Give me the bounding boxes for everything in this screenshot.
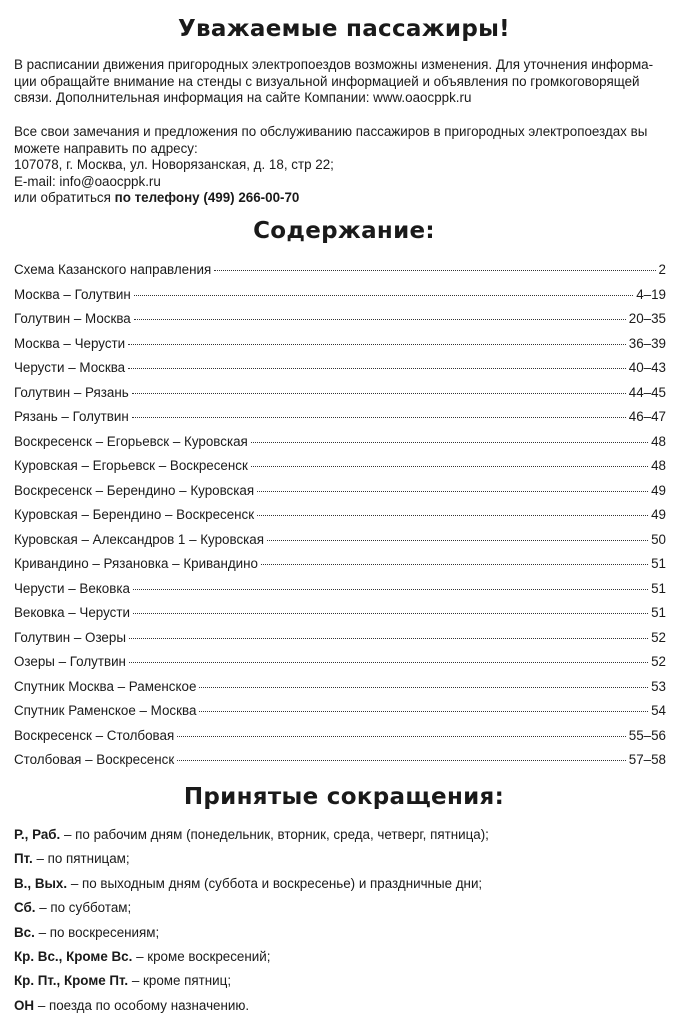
abbreviation-item (14, 899, 674, 923)
toc-item (14, 728, 666, 753)
toc-item-title: Голутвин – Озеры (14, 629, 126, 645)
abbreviations-title: Принятые сокращения: (183, 784, 505, 810)
abbreviation-item (14, 850, 674, 874)
toc-item-title: Спутник Раменское – Москва (14, 703, 197, 718)
toc-leader-dots (214, 270, 655, 271)
toc-item-title: Куровская – Александров 1 – Куровская (14, 531, 265, 547)
toc-item-title: Куровская – Берендино – Воскресенск (14, 507, 255, 522)
toc-item-title: Вековка – Черусти (14, 605, 130, 620)
toc-item (14, 703, 666, 728)
toc-item-page: 52 (651, 654, 666, 669)
abbreviation-term: Р., Раб. (14, 827, 61, 842)
abbreviation-item (14, 826, 674, 850)
toc-leader-dots (261, 564, 648, 565)
toc-item (14, 311, 666, 336)
toc-item (14, 630, 666, 655)
toc-leader-dots (128, 368, 626, 369)
abbreviation-definition: – по выходным дням (суббота и воскресенье) и праздничные дни; (67, 875, 483, 891)
toc-leader-dots (132, 417, 626, 418)
toc-item (14, 507, 666, 532)
toc-item-page: 2 (658, 262, 666, 277)
toc-item-title: Воскресенск – Егорьевск – Куровская (14, 433, 248, 449)
toc-item-title: Москва – Черусти (14, 335, 126, 351)
abbreviation-definition: – по рабочим дням (понедельник, вторник, среда, четверг, пятница); (60, 827, 489, 842)
toc-leader-dots (251, 442, 648, 443)
toc-item-page: 46–47 (628, 409, 666, 424)
toc-item-title: Куровская – Егорьевск – Воскресенск (14, 458, 248, 473)
toc-item (14, 581, 666, 606)
toc-item-title: Черусти – Вековка (14, 580, 130, 596)
toc-item-title: Рязань – Голутвин (14, 409, 129, 424)
toc-item (14, 434, 666, 459)
toc-item-title: Воскресенск – Берендино – Куровская (14, 482, 255, 498)
notice-info-line: В расписании движения пригородных электропоездов возможны изменения. Для уточнения информа- (14, 57, 654, 72)
toc-item (14, 556, 666, 581)
toc-item (14, 262, 666, 287)
toc-item-page: 50 (651, 531, 666, 547)
notice-info-paragraph (14, 57, 664, 107)
toc-item-title: Черусти – Москва (14, 360, 126, 375)
abbreviation-definition: – по субботам; (35, 900, 132, 916)
notice-contact-line: Все свои замечания и предложения по обслуживанию пассажиров в пригородных электропоездах вы (14, 124, 648, 139)
notice-contact-paragraph (14, 124, 664, 207)
toc-item-page: 20–35 (628, 311, 666, 326)
notice-phone-prefix: или обратиться (14, 190, 115, 205)
toc-item (14, 287, 666, 312)
notice-info-line: ции обращайте внимание на стенды с визуальной информацией и объявления по громкоговорящей (14, 73, 640, 89)
toc-title: Содержание: (253, 218, 435, 244)
toc-leader-dots (199, 711, 648, 712)
toc-list (14, 262, 666, 777)
abbreviation-definition: – по пятницам; (32, 851, 130, 867)
abbreviation-term: Кр. Пт., Кроме Пт. (14, 973, 129, 989)
toc-item (14, 679, 666, 704)
abbreviation-term: Вс. (14, 924, 35, 940)
toc-leader-dots (199, 687, 648, 688)
toc-item-page: 54 (651, 703, 666, 718)
toc-item-title: Голутвин – Москва (14, 311, 131, 326)
abbreviation-item (14, 875, 674, 899)
toc-item-page: 51 (651, 605, 666, 620)
toc-item (14, 360, 666, 385)
abbreviation-definition: – кроме воскресений; (132, 948, 271, 964)
toc-item-page: 51 (651, 580, 666, 596)
toc-item-page: 52 (651, 629, 666, 645)
toc-item-page: 57–58 (628, 752, 666, 767)
toc-item-title: Кривандино – Рязановка – Кривандино (14, 556, 258, 571)
toc-item-page: 40–43 (628, 360, 666, 375)
toc-item-page: 51 (651, 556, 666, 571)
toc-leader-dots (251, 466, 648, 467)
toc-item (14, 752, 666, 777)
toc-item-title: Столбовая – Воскресенск (14, 752, 175, 767)
toc-item-title: Озеры – Голутвин (14, 654, 126, 669)
abbreviation-item (14, 924, 674, 948)
abbreviation-term: ОН (14, 997, 35, 1013)
toc-item-title: Спутник Москва – Раменское (14, 678, 197, 694)
toc-item-page: 48 (651, 433, 666, 449)
toc-item-page: 49 (651, 507, 666, 522)
notice-address: 107078, г. Москва, ул. Новорязанская, д. 18, стр 22; (14, 157, 334, 172)
toc-item (14, 336, 666, 361)
toc-leader-dots (129, 662, 648, 663)
toc-leader-dots (257, 515, 648, 516)
toc-leader-dots (267, 540, 648, 541)
toc-leader-dots (133, 589, 648, 590)
toc-item (14, 532, 666, 557)
notice-email: E-mail: info@oaocppk.ru (14, 173, 161, 189)
abbreviation-definition: – кроме пятниц; (128, 973, 232, 989)
toc-item-page: 36–39 (628, 335, 666, 351)
notice-contact-line: можете направить по адресу: (14, 140, 198, 156)
abbreviation-term: В., Вых. (14, 875, 68, 891)
abbreviation-item (14, 948, 674, 972)
toc-item-page: 48 (651, 458, 666, 473)
toc-item-page: 49 (651, 482, 666, 498)
toc-leader-dots (129, 638, 648, 639)
abbreviation-term: Пт. (14, 851, 33, 867)
toc-item (14, 605, 666, 630)
toc-item-page: 44–45 (628, 384, 666, 400)
toc-item (14, 483, 666, 508)
toc-item-page: 4–19 (636, 286, 666, 302)
toc-leader-dots (177, 736, 626, 737)
toc-item-title: Воскресенск – Столбовая (14, 727, 175, 743)
abbreviation-term: Кр. Вс., Кроме Вс. (14, 948, 133, 964)
toc-item-page: 53 (651, 678, 666, 694)
toc-item (14, 409, 666, 434)
toc-leader-dots (133, 613, 648, 614)
abbreviation-term: Сб. (14, 900, 36, 916)
toc-leader-dots (132, 393, 626, 394)
toc-item-title: Голутвин – Рязань (14, 384, 129, 400)
abbreviation-item (14, 972, 674, 996)
toc-leader-dots (134, 295, 633, 296)
toc-item (14, 458, 666, 483)
toc-item-title: Москва – Голутвин (14, 286, 131, 302)
toc-item (14, 385, 666, 410)
toc-leader-dots (134, 319, 626, 320)
abbreviation-definition: – по воскресениям; (34, 924, 160, 940)
toc-item-title: Схема Казанского направления (14, 262, 212, 277)
toc-leader-dots (257, 491, 648, 492)
toc-item-page: 55–56 (628, 727, 666, 743)
abbreviation-item (14, 997, 674, 1021)
notice-title: Уважаемые пассажиры! (178, 16, 510, 42)
notice-phone: по телефону (499) 266-00-70 (114, 190, 300, 205)
toc-leader-dots (128, 344, 626, 345)
notice-info-line: связи. Дополнительная информация на сайте Компании: www.oaocppk.ru (14, 90, 472, 105)
abbreviation-definition: – поезда по особому назначению. (34, 997, 250, 1013)
toc-item (14, 654, 666, 679)
toc-leader-dots (177, 760, 626, 761)
abbreviations-list (14, 826, 674, 1021)
